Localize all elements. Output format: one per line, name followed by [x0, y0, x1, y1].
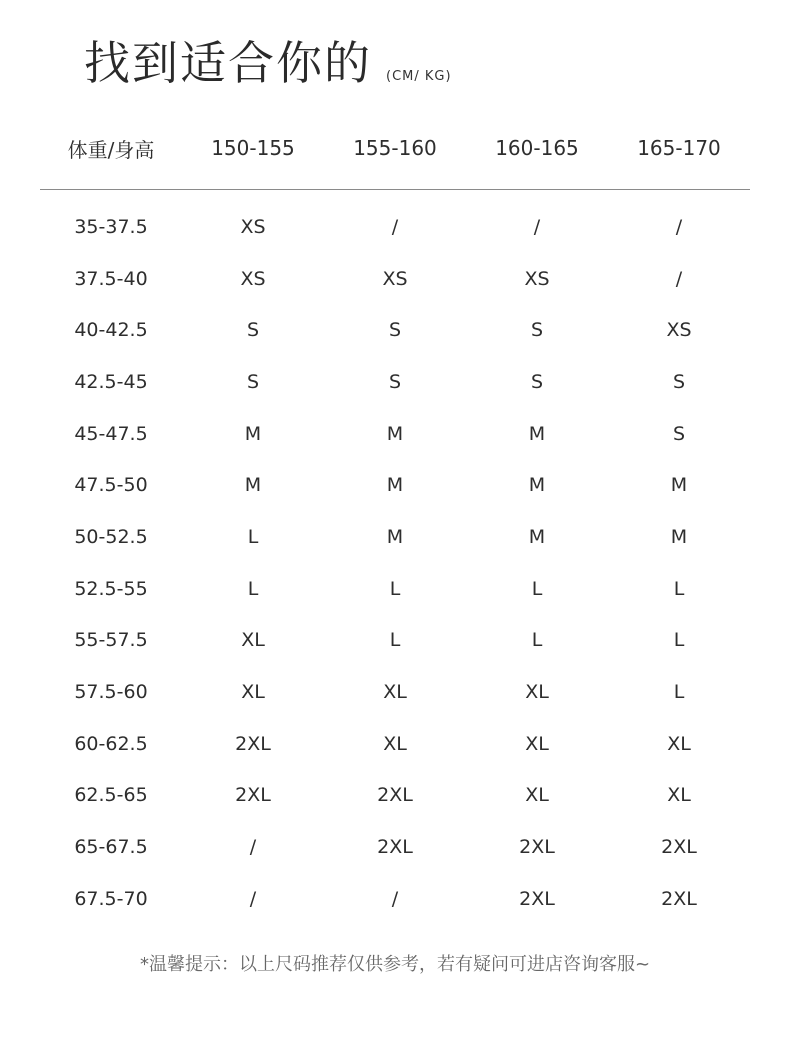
size-cell: 2XL — [661, 836, 697, 859]
weight-range-cell: 57.5-60 — [74, 681, 148, 704]
size-cell: XL — [241, 681, 265, 704]
weight-range-cell: 37.5-40 — [74, 267, 148, 290]
size-cell: / — [675, 215, 683, 238]
title-row — [84, 36, 452, 90]
table-row — [40, 873, 750, 925]
size-cell: S — [530, 319, 544, 342]
size-cell: XS — [240, 267, 266, 290]
table-row — [40, 511, 750, 563]
size-cell: 2XL — [235, 732, 271, 755]
weight-range-cell: 55-57.5 — [74, 629, 148, 652]
table-row — [40, 563, 750, 615]
size-cell: 2XL — [661, 887, 697, 910]
size-cell: M — [386, 474, 404, 497]
weight-range-cell: 40-42.5 — [74, 319, 148, 342]
size-cell: / — [391, 887, 399, 910]
weight-range-cell: 60-62.5 — [74, 732, 148, 755]
table-row — [40, 408, 750, 460]
size-cell: S — [530, 370, 544, 393]
size-cell: XL — [667, 732, 691, 755]
header-cell: 160-165 — [495, 136, 579, 160]
header-cell: 150-155 — [211, 136, 295, 160]
weight-range-cell: 65-67.5 — [74, 836, 148, 859]
table-row — [40, 718, 750, 770]
table-row — [40, 615, 750, 667]
size-cell: XL — [525, 681, 549, 704]
size-cell: M — [670, 525, 688, 548]
size-cell: S — [672, 370, 686, 393]
size-cell: S — [672, 422, 686, 445]
size-cell: XL — [667, 784, 691, 807]
table-row — [40, 666, 750, 718]
size-cell: L — [673, 629, 685, 652]
size-cell: 2XL — [377, 836, 413, 859]
size-cell: / — [249, 887, 257, 910]
table-header — [40, 122, 750, 174]
size-cell: XS — [240, 215, 266, 238]
size-cell: L — [531, 629, 543, 652]
size-cell: XL — [383, 681, 407, 704]
header-divider — [40, 189, 750, 190]
weight-range-cell: 52.5-55 — [74, 577, 148, 600]
size-cell: S — [388, 370, 402, 393]
weight-range-cell: 67.5-70 — [74, 887, 148, 910]
size-cell: 2XL — [519, 887, 555, 910]
size-cell: M — [386, 525, 404, 548]
table-row — [40, 356, 750, 408]
table-row — [40, 459, 750, 511]
size-cell: L — [247, 577, 259, 600]
size-table-body — [40, 201, 750, 925]
size-cell: S — [246, 370, 260, 393]
size-cell: L — [389, 577, 401, 600]
size-cell: M — [528, 525, 546, 548]
size-cell: XS — [524, 267, 550, 290]
size-cell: M — [670, 474, 688, 497]
size-cell: L — [673, 681, 685, 704]
size-cell: 2XL — [235, 784, 271, 807]
size-cell: XL — [241, 629, 265, 652]
table-row — [40, 821, 750, 873]
size-cell: S — [388, 319, 402, 342]
unit-label: (CM/ KG) — [386, 69, 452, 84]
table-row — [40, 201, 750, 253]
size-cell: M — [386, 422, 404, 445]
size-cell: XS — [666, 319, 692, 342]
weight-range-cell: 42.5-45 — [74, 370, 148, 393]
size-cell: / — [533, 215, 541, 238]
tip-note: *温馨提示：以上尺码推荐仅供参考，若有疑问可进店咨询客服~ — [139, 954, 651, 975]
weight-range-cell: 35-37.5 — [74, 215, 148, 238]
size-cell: / — [391, 215, 399, 238]
size-cell: XL — [383, 732, 407, 755]
size-cell: M — [244, 422, 262, 445]
page-title: 找到适合你的 — [84, 36, 372, 90]
table-row — [40, 253, 750, 305]
size-cell: M — [528, 474, 546, 497]
size-cell: S — [246, 319, 260, 342]
size-cell: / — [675, 267, 683, 290]
weight-range-cell: 45-47.5 — [74, 422, 148, 445]
size-cell: XL — [525, 732, 549, 755]
size-cell: 2XL — [377, 784, 413, 807]
size-cell: L — [389, 629, 401, 652]
size-cell: / — [249, 836, 257, 859]
size-cell: L — [247, 525, 259, 548]
weight-range-cell: 50-52.5 — [74, 525, 148, 548]
size-cell: M — [528, 422, 546, 445]
size-cell: 2XL — [519, 836, 555, 859]
size-cell: M — [244, 474, 262, 497]
weight-range-cell: 62.5-65 — [74, 784, 148, 807]
header-cell: 155-160 — [353, 136, 437, 160]
table-row — [40, 770, 750, 822]
size-cell: L — [531, 577, 543, 600]
size-cell: L — [673, 577, 685, 600]
header-cell: 165-170 — [637, 136, 721, 160]
weight-range-cell: 47.5-50 — [74, 474, 148, 497]
table-row — [40, 304, 750, 356]
header-cell: 体重/身高 — [67, 137, 155, 162]
size-cell: XS — [382, 267, 408, 290]
size-cell: XL — [525, 784, 549, 807]
